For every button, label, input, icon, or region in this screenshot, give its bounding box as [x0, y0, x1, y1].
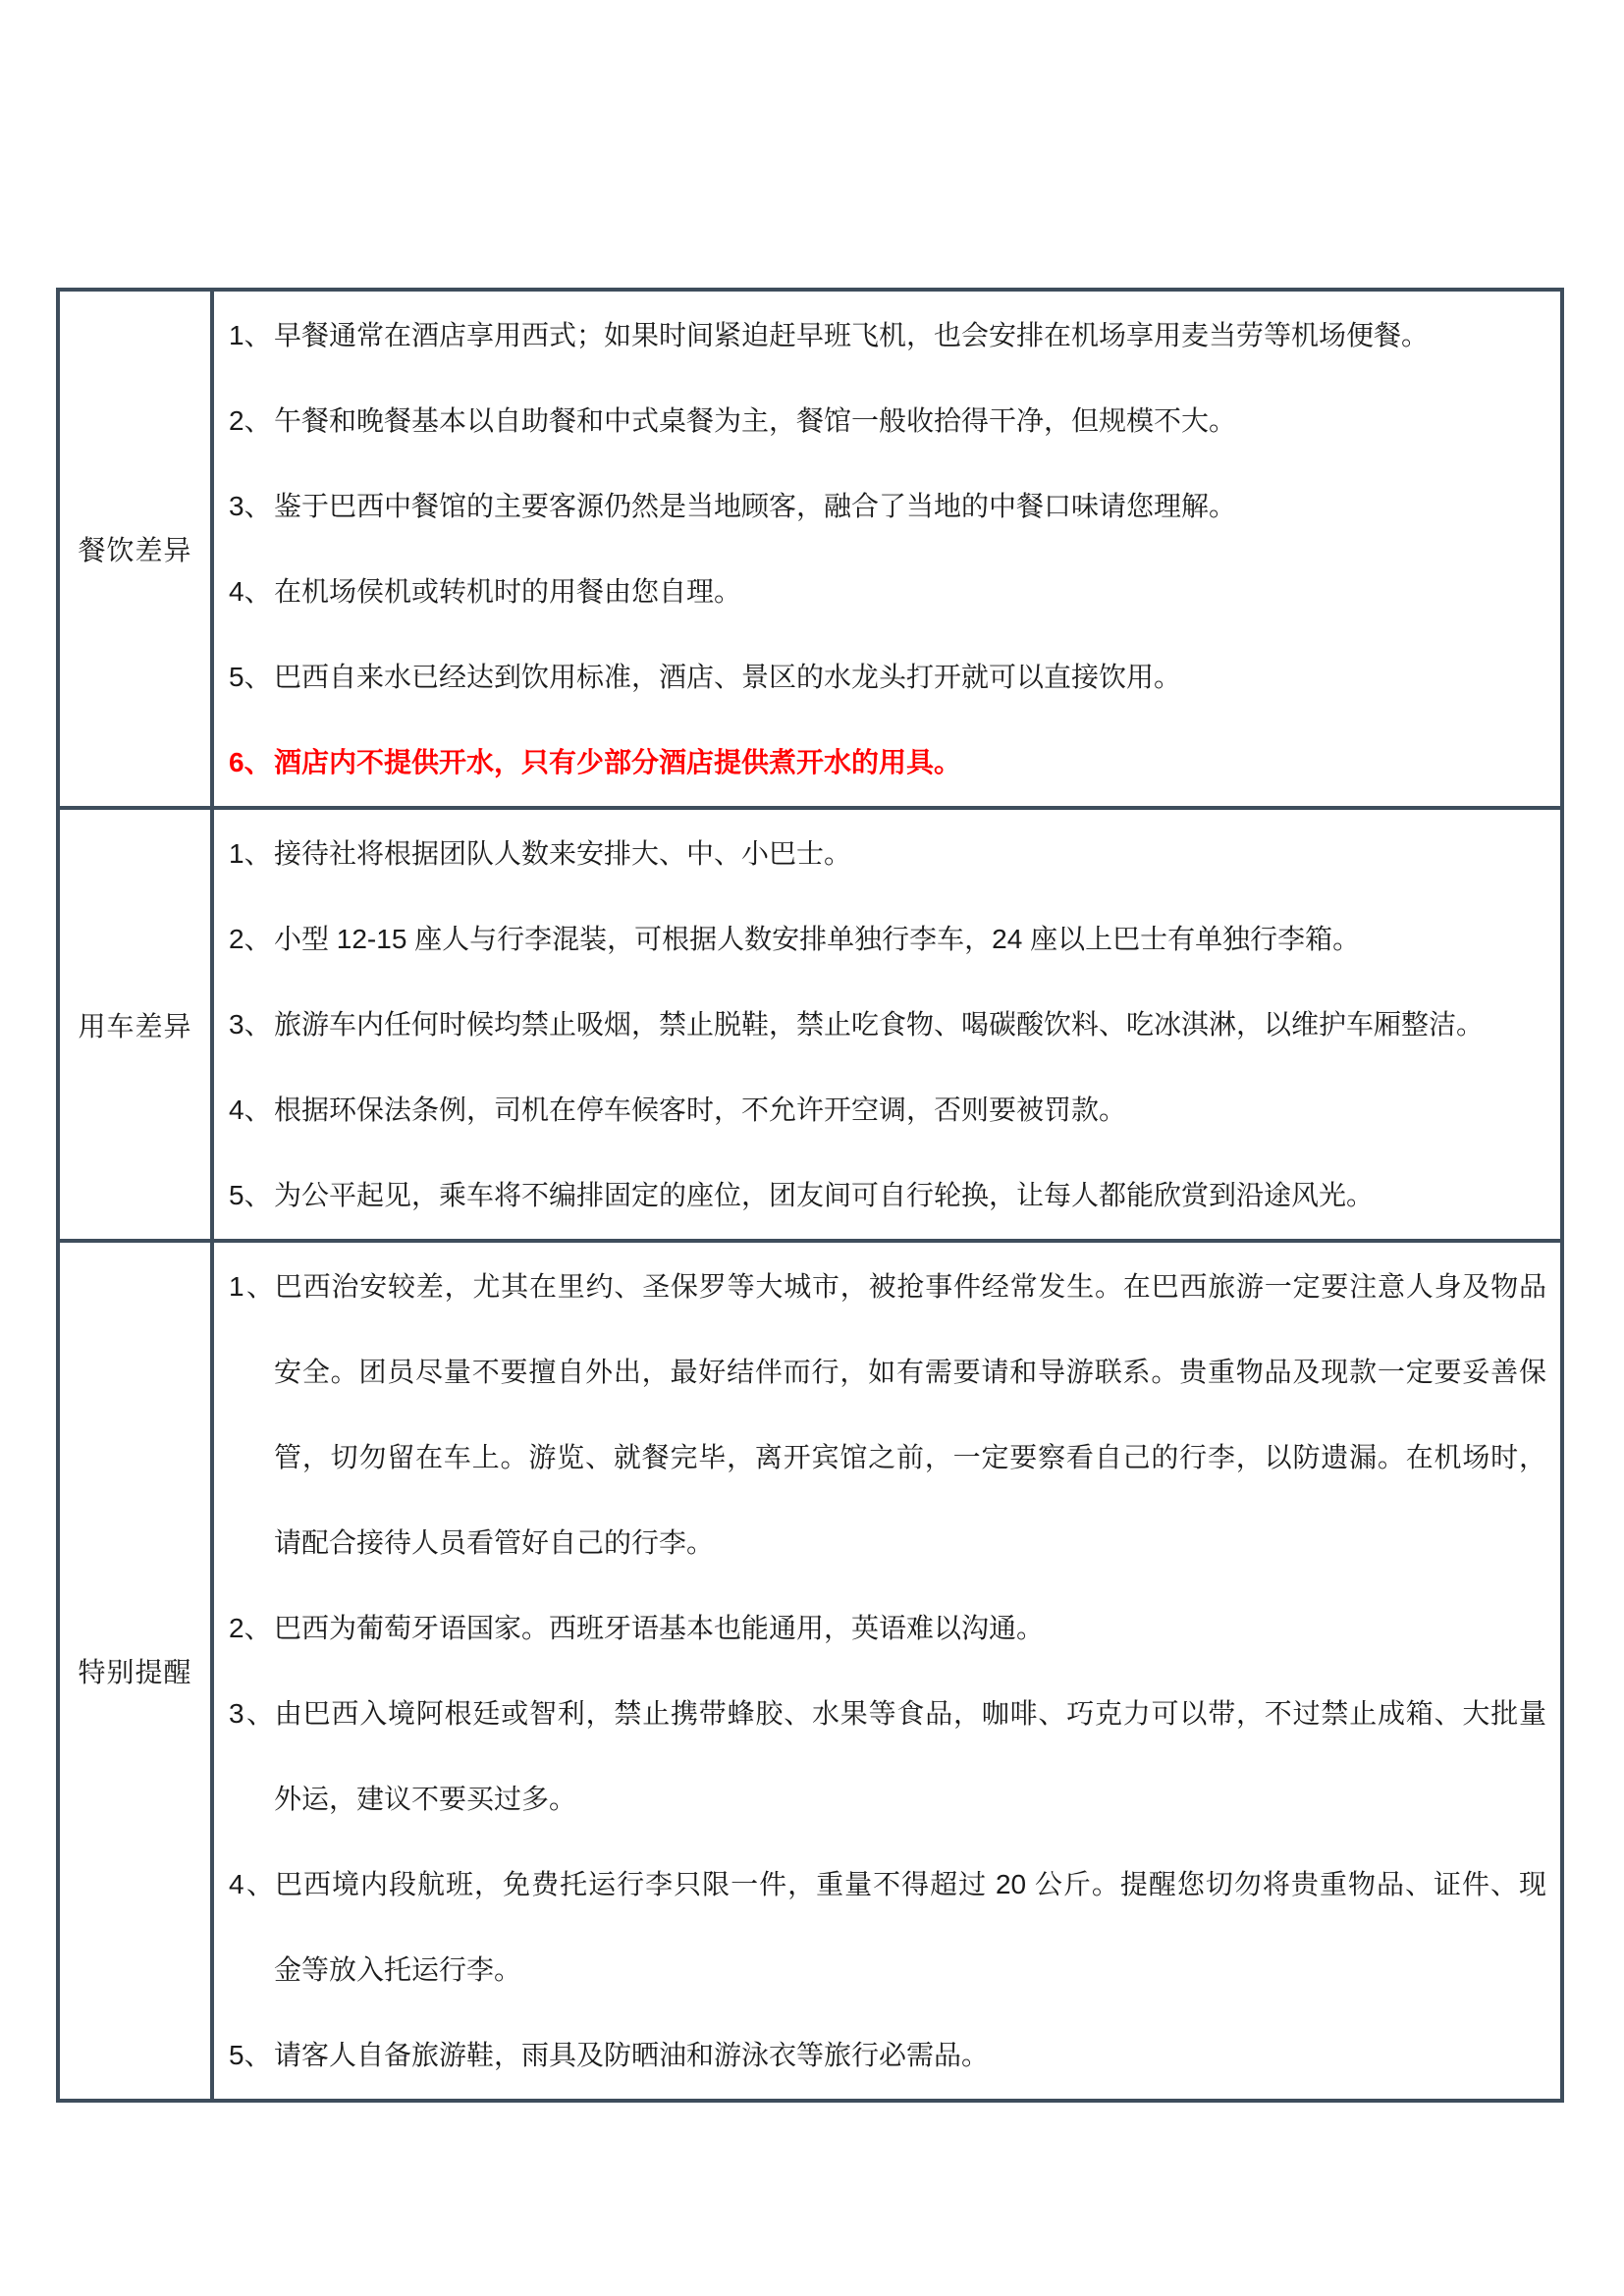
item-number: 5、 [229, 2040, 272, 2070]
item-line: 1、接待社将根据团队人数来安排大、中、小巴士。 [229, 811, 1546, 896]
item-number: 3、 [229, 1698, 274, 1729]
list-item [229, 1585, 1546, 1671]
item-number: 6、 [229, 747, 272, 777]
list-item [229, 378, 1546, 463]
list-item [229, 896, 1546, 982]
list-item [229, 549, 1546, 634]
item-line: 5、为公平起见，乘车将不编排固定的座位，团友间可自行轮换，让每人都能欣赏到沿途风光。 [229, 1152, 1546, 1238]
item-line: 6、酒店内不提供开水，只有少部分酒店提供煮开水的用具。 [229, 720, 1546, 805]
item-line: 4、巴西境内段航班，免费托运行李只限一件，重量不得超过 20 公斤。提醒您切勿将贵重物品、证件、现 [229, 1842, 1546, 1927]
travel-notes-table [56, 288, 1564, 2103]
item-number: 4、 [229, 1869, 274, 1899]
item-line: 1、早餐通常在酒店享用西式；如果时间紧迫赶早班飞机，也会安排在机场享用麦当劳等机场便餐。 [229, 293, 1546, 378]
item-line: 4、根据环保法条例，司机在停车候客时，不允许开空调，否则要被罚款。 [229, 1067, 1546, 1152]
row-label-vehicle-differences: 用车差异 [58, 808, 212, 1241]
item-line: 2、巴西为葡萄牙语国家。西班牙语基本也能通用，英语难以沟通。 [229, 1585, 1546, 1671]
item-number: 2、 [229, 1613, 272, 1643]
list-item [229, 634, 1546, 720]
item-line: 外运，建议不要买过多。 [274, 1784, 577, 1814]
item-line: 3、旅游车内任何时候均禁止吸烟，禁止脱鞋，禁止吃食物、喝碳酸饮料、吃冰淇淋，以维护车厢整洁。 [229, 982, 1546, 1067]
notes-table-body [58, 290, 1562, 2101]
list-item [229, 1842, 1546, 2012]
row-label-special-reminders: 特别提醒 [58, 1241, 212, 2101]
item-number: 1、 [229, 1271, 274, 1302]
list-item [229, 293, 1546, 378]
item-line: 2、小型 12-15 座人与行李混装，可根据人数安排单独行李车，24 座以上巴士有单独行李箱。 [229, 896, 1546, 982]
row-content-vehicle-differences [212, 808, 1562, 1241]
item-number: 2、 [229, 924, 272, 954]
list-item [229, 982, 1546, 1067]
item-number: 4、 [229, 1095, 272, 1125]
item-line: 请配合接待人员看管好自己的行李。 [274, 1527, 715, 1558]
row-content-dining-differences [212, 290, 1562, 808]
list-item [229, 1152, 1546, 1238]
item-number: 4、 [229, 576, 272, 607]
item-number: 3、 [229, 1009, 272, 1040]
list-item [229, 1067, 1546, 1152]
list-item [229, 2012, 1546, 2098]
row-content-special-reminders [212, 1241, 1562, 2101]
list-item [229, 1244, 1546, 1585]
list-item-emphasis [229, 720, 1546, 805]
list-item [229, 811, 1546, 896]
item-number: 5、 [229, 1180, 272, 1210]
list-item [229, 463, 1546, 549]
item-line: 2、午餐和晚餐基本以自助餐和中式桌餐为主，餐馆一般收拾得干净，但规模不大。 [229, 378, 1546, 463]
item-line: 5、请客人自备旅游鞋，雨具及防晒油和游泳衣等旅行必需品。 [229, 2012, 1546, 2098]
item-number: 1、 [229, 320, 272, 350]
item-line: 3、由巴西入境阿根廷或智利，禁止携带蜂胶、水果等食品，咖啡、巧克力可以带，不过禁止成箱、大批量 [229, 1671, 1546, 1756]
item-number: 2、 [229, 405, 272, 436]
item-line: 安全。团员尽量不要擅自外出，最好结伴而行，如有需要请和导游联系。贵重物品及现款一定要妥善保 [274, 1357, 1546, 1387]
item-number: 1、 [229, 838, 272, 869]
item-number: 5、 [229, 662, 272, 692]
item-line: 4、在机场侯机或转机时的用餐由您自理。 [229, 549, 1546, 634]
item-number: 3、 [229, 491, 272, 521]
table-row-special-reminders [58, 1241, 1562, 2101]
table-row-dining-differences [58, 290, 1562, 808]
table-row-vehicle-differences [58, 808, 1562, 1241]
item-line: 1、巴西治安较差，尤其在里约、圣保罗等大城市，被抢事件经常发生。在巴西旅游一定要注意人身及物品 [229, 1244, 1546, 1329]
item-line: 管，切勿留在车上。游览、就餐完毕，离开宾馆之前，一定要察看自己的行李，以防遗漏。在机场时， [274, 1442, 1546, 1472]
item-line: 3、鉴于巴西中餐馆的主要客源仍然是当地顾客，融合了当地的中餐口味请您理解。 [229, 463, 1546, 549]
item-line: 金等放入托运行李。 [274, 1954, 522, 1985]
list-item [229, 1671, 1546, 1842]
row-label-dining-differences: 餐饮差异 [58, 290, 212, 808]
item-line: 5、巴西自来水已经达到饮用标准，酒店、景区的水龙头打开就可以直接饮用。 [229, 634, 1546, 720]
